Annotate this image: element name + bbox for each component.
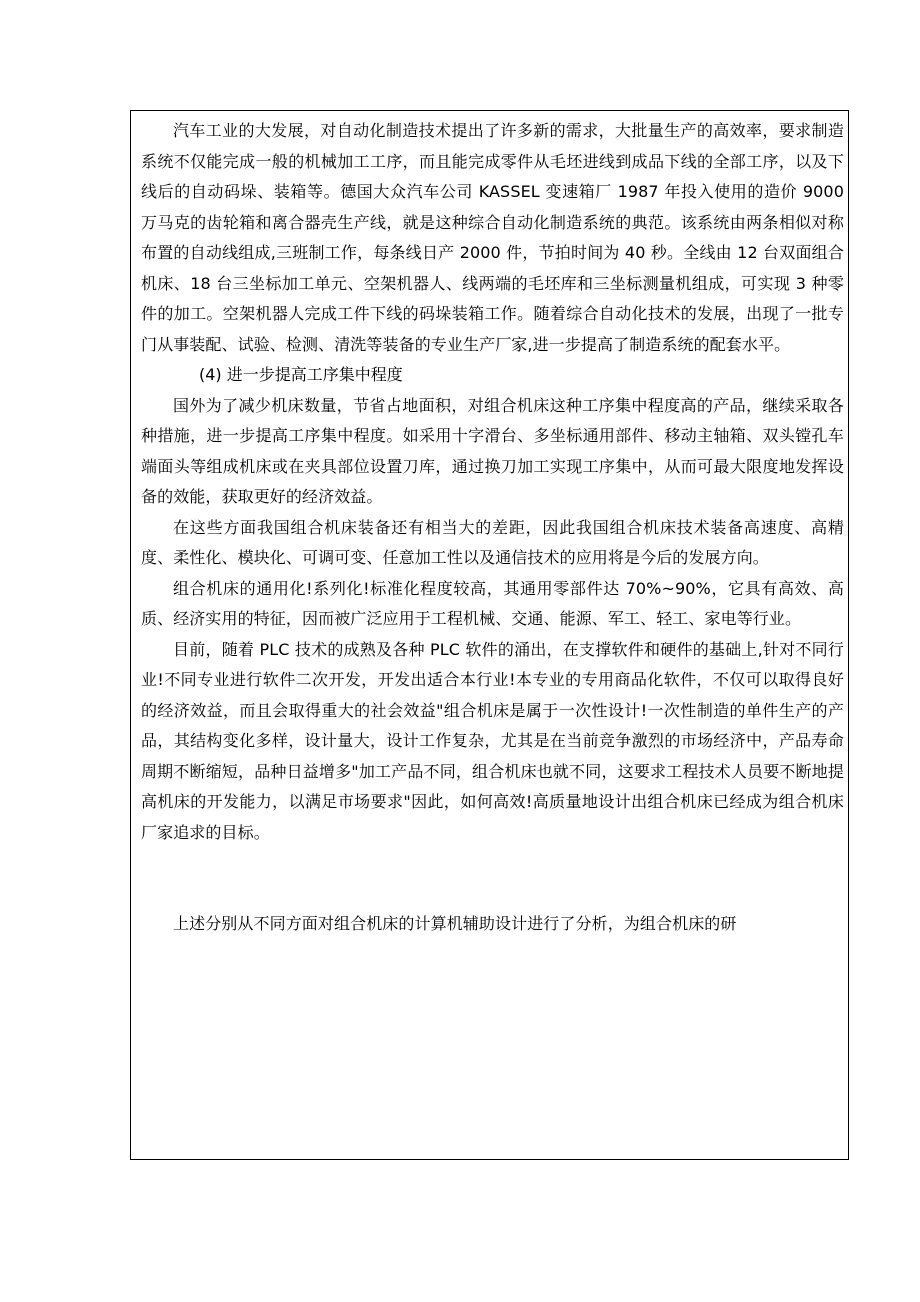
blank-space [141, 848, 844, 909]
paragraph-automotive-automation: 汽车工业的大发展，对自动化制造技术提出了许多新的需求，大批量生产的高效率，要求制造系统不仅能完成一般的机械加工工序，而且能完成零件从毛坯进线到成品下线的全部工序，以及下线后的自动码垛、装箱等。德国大众汽车公司 KASSEL 变速箱厂 1987 年投入使用的造价 9000 万马克的齿轮箱和离合器壳生产线，就是这种综合自动化制造系统的典范。该系统由两条相似对称布置的自动线组成,三班制工作，每条线日产 2000 件，节拍时间为 40 秒。全线由 12 台双面组合机床、18 台三坐标加工单元、空架机器人、线两端的毛坯库和三坐标测量机组成，可实现 3 种零件的加工。空架机器人完成工件下线的码垛装箱工作。随着综合自动化技术的发展，出现了一批专门从事装配、试验、检测、清洗等装备的专业生产厂家,进一步提高了制造系统的配套水平。 [141, 121, 844, 354]
document-frame [130, 110, 849, 1160]
paragraph-summary: 上述分别从不同方面对组合机床的计算机辅助设计进行了分析，为组合机床的研 [173, 914, 737, 933]
paragraph-domestic-gap: 在这些方面我国组合机床装备还有相当大的差距，因此我国组合机床技术装备高速度、高精度、柔性化、模块化、可调可变、任意加工性以及通信技术的应用将是今后的发展方向。 [141, 517, 844, 567]
paragraph-plc-software: 目前，随着 PLC 技术的成熟及各种 PLC 软件的涌出，在支撑软件和硬件的基础上,针对不同行业!不同专业进行软件二次开发，开发出适合本行业!本专业的专用商品化软件，不仅可以取得良好的经济效益，而且会取得重大的社会效益"组合机床是属于一次性设计!一次性制造的单件生产的产品，其结构变化多样，设计量大，设计工作复杂，尤其是在当前竞争激烈的市场经济中，产品寿命周期不断缩短，品种日益增多"加工产品不同，组合机床也就不同，这要求工程技术人员要不断地提高机床的开发能力，以满足市场要求"因此，如何高效!高质量地设计出组合机床已经成为组合机床厂家追求的目标。 [141, 639, 844, 842]
paragraph-foreign-measures: 国外为了减少机床数量，节省占地面积，对组合机床这种工序集中程度高的产品，继续采取各种措施，进一步提高工序集中程度。如采用十字滑台、多坐标通用部件、移动主轴箱、双头镗孔车端面头等组成机床或在夹具部位设置刀库，通过换刀加工实现工序集中，从而可最大限度地发挥设备的效能，获取更好的经济效益。 [141, 395, 844, 506]
document-body [141, 116, 844, 940]
section-heading-process-concentration: (4) 进一步提高工序集中程度 [199, 365, 403, 384]
paragraph-standardization: 组合机床的通用化!系列化!标准化程度较高，其通用零部件达 70%~90%，它具有高效、高质、经济实用的特征，因而被广泛应用于工程机械、交通、能源、军工、轻工、家电等行业。 [141, 578, 844, 628]
